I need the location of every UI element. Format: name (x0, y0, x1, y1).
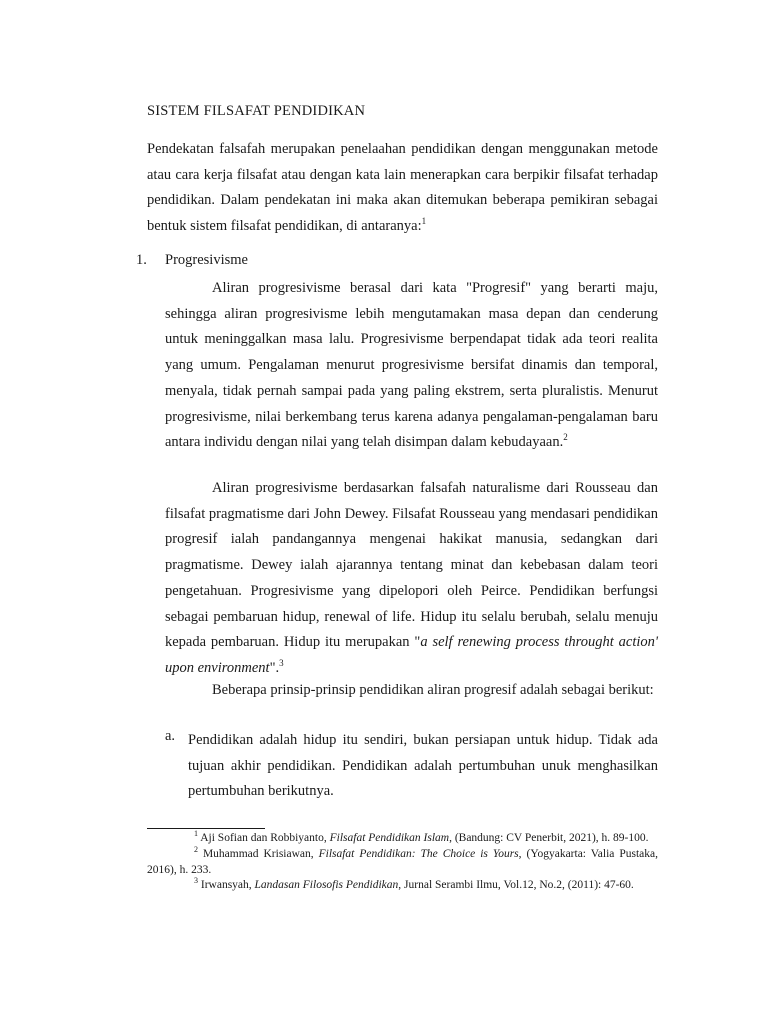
footnote-divider (147, 828, 265, 829)
footnote (147, 831, 658, 847)
italic-quote: a self renewing process throught action' upon environment (165, 634, 658, 676)
footnote-text: , (Yogyakarta: Valia Pustaka, 2016), h. 233. (147, 847, 658, 876)
footnote-text: Irwansyah, (198, 879, 255, 892)
body-paragraph (165, 476, 658, 682)
list-heading: Progresivisme (165, 252, 248, 268)
quote-close: ". (269, 659, 280, 676)
footnote-title: Filsafat Pendidikan: The Choice is Yours (318, 847, 519, 860)
intro-paragraph (147, 137, 658, 240)
paragraph-text: Aliran progresivisme berasal dari kata "Progresif" yang berarti maju, sehingga aliran progresivisme lebih mengutamakan masa depan dan cenderung untuk meninggalkan masa lalu. Progresivisme berpendapat tidak ada teori realita yang umum. Pengalaman menurut progresivisme bersifat dinamis dan temporal, menyala, tidak pernah sampai pada yang paling ekstrem, serta pluralistis. Menurut progresivisme, nilai berkembang terus karena adanya pengalaman-pengalaman baru antara individu dengan nilai yang telah disimpan dalam kebudayaan. (165, 280, 658, 451)
paragraph-text: Aliran progresivisme berdasarkan falsafah naturalisme dari Rousseau dan filsafat pragmatisme dari John Dewey. Filsafat Rousseau yang mendasari pendidikan progresif ialah pandangannya mengenai hakikat manusia, sedangkan dari pragmatisme. Dewey ialah ajarannya tentang minat dan kebebasan dalam teori pengetahuan. Progresivisme yang dipelopori oleh Peirce. Pendidikan berfungsi sebagai pembaruan hidup, renewal of life. Hidup itu selalu berubah, selalu menuju kepada pembaruan. Hidup itu merupakan " (165, 480, 658, 651)
page-title: SISTEM FILSAFAT PENDIDIKAN (147, 103, 366, 119)
footnote-title: Landasan Filosofis Pendidikan (254, 879, 399, 892)
sublist-label: a. (165, 728, 176, 744)
footnote-ref: 2 (563, 432, 568, 443)
footnote-text: Muhammad Krisiawan, (198, 847, 319, 860)
list-number: 1. (136, 252, 147, 268)
intro-text: Pendekatan falsafah merupakan penelaahan pendidikan dengan menggunakan metode atau cara kerja filsafat atau dengan kata lain menerapkan cara berpikir filsafat terhadap pendidikan. Dalam pendekatan ini maka akan ditemukan beberapa pemikiran sebagai bentuk sistem filsafat pendidikan, di antaranya: (147, 141, 658, 235)
footnote-text: , (Bandung: CV Penerbit, 2021), h. 89-100. (449, 832, 649, 844)
footnote-number: 3 (194, 876, 198, 886)
body-paragraph (165, 276, 658, 456)
sublist-item: Pendidikan adalah hidup itu sendiri, bukan persiapan untuk hidup. Tidak ada tujuan akhir pendidikan. Pendidikan adalah pertumbuhan unuk menghasilkan pertumbuhan berikutnya. (188, 732, 658, 800)
footnote-number: 1 (194, 829, 198, 839)
footnote-number: 2 (194, 844, 198, 854)
footnote-title: Filsafat Pendidikan Islam (329, 832, 450, 844)
footnotes (147, 831, 658, 894)
footnote-ref: 3 (279, 658, 284, 669)
body-paragraph: Beberapa prinsip-prinsip pendidikan aliran progresif adalah sebagai berikut: (212, 682, 654, 698)
footnote-text: , Jurnal Serambi Ilmu, Vol.12, No.2, (2011): 47-60. (398, 879, 634, 892)
footnote-text: Aji Sofian dan Robbiyanto, (198, 832, 330, 844)
footnote (147, 878, 658, 894)
footnote (147, 844, 658, 879)
footnote-ref: 1 (421, 216, 427, 227)
